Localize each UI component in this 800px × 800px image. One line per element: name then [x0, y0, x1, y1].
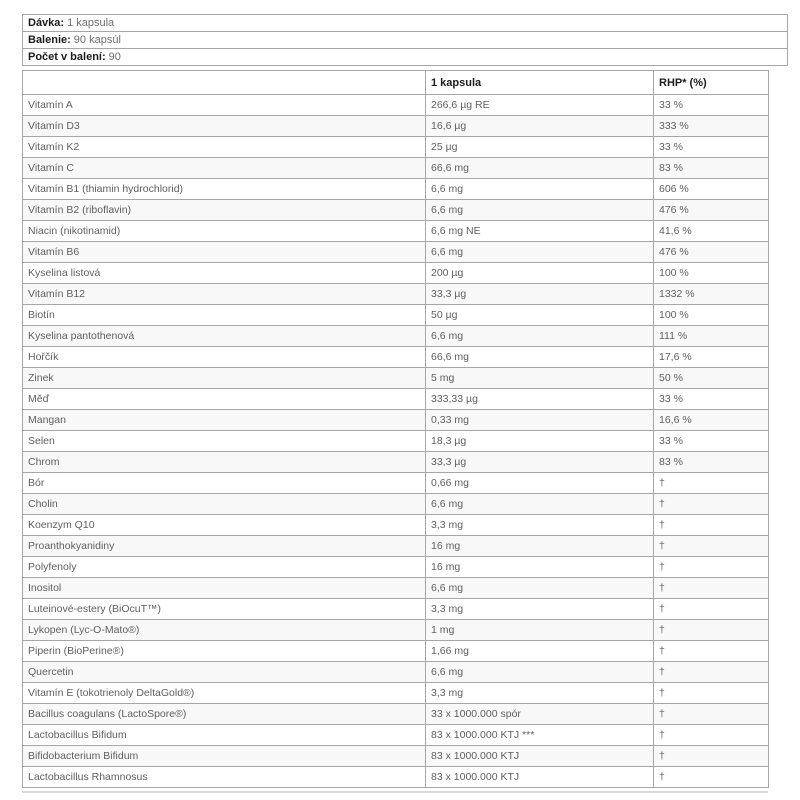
table-row — [23, 452, 769, 473]
dose-info-value: 90 — [108, 51, 121, 63]
table-cell-rhp: † — [654, 746, 769, 767]
table-cell-rhp: 33 % — [654, 389, 769, 410]
table-cell-name: Mangan — [23, 410, 426, 431]
table-cell-name: Vitamín B6 — [23, 242, 426, 263]
dose-info-cell — [23, 49, 788, 66]
table-row — [23, 284, 769, 305]
table-cell-name: Měď — [23, 389, 426, 410]
table-cell-rhp: 83 % — [654, 158, 769, 179]
table-cell-rhp: 111 % — [654, 326, 769, 347]
supplement-facts-sheet — [22, 14, 790, 793]
table-row — [23, 746, 769, 767]
table-row — [23, 704, 769, 725]
table-row — [23, 347, 769, 368]
table-row — [23, 410, 769, 431]
table-cell-amount: 83 x 1000.000 KTJ — [426, 746, 654, 767]
table-cell-rhp: 33 % — [654, 95, 769, 116]
table-cell-rhp: 333 % — [654, 116, 769, 137]
table-cell-amount: 6,6 mg — [426, 179, 654, 200]
table-cell-rhp: † — [654, 473, 769, 494]
table-cell-name: Vitamín B12 — [23, 284, 426, 305]
table-row — [23, 683, 769, 704]
table-cell-amount: 6,6 mg — [426, 326, 654, 347]
table-row — [23, 578, 769, 599]
table-cell-rhp: † — [654, 641, 769, 662]
table-cell-amount: 83 x 1000.000 KTJ — [426, 767, 654, 788]
table-cell-amount: 66,6 mg — [426, 158, 654, 179]
table-cell-rhp: 33 % — [654, 137, 769, 158]
table-cell-rhp: 476 % — [654, 242, 769, 263]
table-cell-rhp: 1332 % — [654, 284, 769, 305]
table-cell-amount: 6,6 mg — [426, 200, 654, 221]
table-cell-rhp: † — [654, 599, 769, 620]
table-cell-name: Inositol — [23, 578, 426, 599]
table-cell-name: Hořčík — [23, 347, 426, 368]
table-cell-name: Cholin — [23, 494, 426, 515]
table-cell-rhp: † — [654, 620, 769, 641]
table-row — [23, 557, 769, 578]
table-cell-amount: 33 x 1000.000 spór — [426, 704, 654, 725]
table-cell-name: Vitamín E (tokotrienoly DeltaGold®) — [23, 683, 426, 704]
table-cell-name: Lactobacillus Bifidum — [23, 725, 426, 746]
table-cell-amount: 6,6 mg — [426, 662, 654, 683]
table-row — [23, 326, 769, 347]
table-cell-amount: 18,3 µg — [426, 431, 654, 452]
table-cell-name: Kyselina listová — [23, 263, 426, 284]
dose-info-table — [22, 14, 788, 66]
table-cell-amount: 33,3 µg — [426, 452, 654, 473]
dose-info-row — [23, 49, 788, 66]
dose-info-value: 1 kapsula — [67, 17, 115, 29]
nutrition-table-body — [23, 95, 769, 788]
dose-info-row — [23, 32, 788, 49]
dose-info-label: Balenie: — [28, 34, 71, 46]
table-row — [23, 95, 769, 116]
table-cell-rhp: 100 % — [654, 305, 769, 326]
table-cell-name: Vitamín K2 — [23, 137, 426, 158]
table-cell-name: Polyfenoly — [23, 557, 426, 578]
table-cell-name: Vitamín B2 (riboflavin) — [23, 200, 426, 221]
table-row — [23, 200, 769, 221]
table-cell-rhp: 17,6 % — [654, 347, 769, 368]
table-cell-rhp: 83 % — [654, 452, 769, 473]
table-row — [23, 767, 769, 788]
table-cell-name: Vitamín A — [23, 95, 426, 116]
table-row — [23, 431, 769, 452]
table-cell-rhp: 16,6 % — [654, 410, 769, 431]
table-cell-name: Luteinové-estery (BiOcuT™) — [23, 599, 426, 620]
table-cell-amount: 16 mg — [426, 557, 654, 578]
table-cell-rhp: † — [654, 683, 769, 704]
table-cell-amount: 25 µg — [426, 137, 654, 158]
table-cell-amount: 6,6 mg — [426, 242, 654, 263]
table-cell-amount: 3,3 mg — [426, 599, 654, 620]
table-cell-amount: 0,66 mg — [426, 473, 654, 494]
table-row — [23, 536, 769, 557]
table-cell-rhp: 50 % — [654, 368, 769, 389]
table-cell-name: Piperin (BioPerine®) — [23, 641, 426, 662]
dose-info-cell — [23, 15, 788, 32]
dose-info-body — [23, 15, 788, 66]
nutrition-table — [22, 70, 769, 788]
table-row — [23, 473, 769, 494]
table-cell-name: Selen — [23, 431, 426, 452]
table-cell-name: Vitamín D3 — [23, 116, 426, 137]
nutrition-header-ingredient — [23, 71, 426, 95]
table-cell-amount: 66,6 mg — [426, 347, 654, 368]
table-cell-amount: 333,33 µg — [426, 389, 654, 410]
table-cell-name: Bacillus coagulans (LactoSpore®) — [23, 704, 426, 725]
table-cell-name: Bifidobacterium Bifidum — [23, 746, 426, 767]
table-row — [23, 494, 769, 515]
table-cell-rhp: † — [654, 536, 769, 557]
table-cell-amount: 6,6 mg — [426, 578, 654, 599]
table-row — [23, 221, 769, 242]
table-row — [23, 641, 769, 662]
table-cell-rhp: † — [654, 578, 769, 599]
dose-info-label: Dávka: — [28, 17, 65, 29]
table-cell-name: Vitamín B1 (thiamin hydrochlorid) — [23, 179, 426, 200]
table-cell-rhp: 606 % — [654, 179, 769, 200]
table-cell-amount: 5 mg — [426, 368, 654, 389]
table-cell-amount: 16 mg — [426, 536, 654, 557]
table-cell-amount: 6,6 mg NE — [426, 221, 654, 242]
table-cell-name: Bór — [23, 473, 426, 494]
table-cell-name: Proanthokyanidiny — [23, 536, 426, 557]
table-cell-name: Lykopen (Lyc-O-Mato®) — [23, 620, 426, 641]
table-row — [23, 116, 769, 137]
table-cell-amount: 1 mg — [426, 620, 654, 641]
table-row — [23, 725, 769, 746]
table-cell-amount: 266,6 µg RE — [426, 95, 654, 116]
table-row — [23, 368, 769, 389]
table-cell-name: Koenzym Q10 — [23, 515, 426, 536]
table-cell-amount: 16,6 µg — [426, 116, 654, 137]
table-cell-rhp: 41,6 % — [654, 221, 769, 242]
table-cell-name: Biotín — [23, 305, 426, 326]
nutrition-header-row — [23, 71, 769, 95]
table-row — [23, 389, 769, 410]
table-cell-rhp: † — [654, 515, 769, 536]
table-cell-amount: 1,66 mg — [426, 641, 654, 662]
cropped-content-hint — [22, 791, 768, 793]
table-cell-name: Niacin (nikotinamid) — [23, 221, 426, 242]
table-cell-name: Kyselina pantothenová — [23, 326, 426, 347]
table-cell-amount: 3,3 mg — [426, 515, 654, 536]
table-row — [23, 515, 769, 536]
table-cell-rhp: † — [654, 767, 769, 788]
table-cell-amount: 3,3 mg — [426, 683, 654, 704]
table-cell-name: Chrom — [23, 452, 426, 473]
table-cell-rhp: 33 % — [654, 431, 769, 452]
table-cell-amount: 6,6 mg — [426, 494, 654, 515]
table-row — [23, 263, 769, 284]
table-row — [23, 158, 769, 179]
table-cell-rhp: † — [654, 494, 769, 515]
table-cell-rhp: † — [654, 662, 769, 683]
table-row — [23, 305, 769, 326]
dose-info-value: 90 kapsúl — [73, 34, 121, 46]
table-cell-rhp: † — [654, 725, 769, 746]
table-cell-name: Zinek — [23, 368, 426, 389]
nutrition-header-per-capsule: 1 kapsula — [426, 71, 654, 95]
nutrition-header-rhp: RHP* (%) — [654, 71, 769, 95]
table-cell-amount: 50 µg — [426, 305, 654, 326]
table-cell-amount: 0,33 mg — [426, 410, 654, 431]
table-row — [23, 179, 769, 200]
table-cell-amount: 200 µg — [426, 263, 654, 284]
table-cell-rhp: 476 % — [654, 200, 769, 221]
table-row — [23, 620, 769, 641]
table-row — [23, 137, 769, 158]
table-cell-name: Quercetin — [23, 662, 426, 683]
table-row — [23, 242, 769, 263]
table-row — [23, 599, 769, 620]
dose-info-label: Počet v balení: — [28, 51, 106, 63]
table-cell-amount: 33,3 µg — [426, 284, 654, 305]
table-row — [23, 662, 769, 683]
table-cell-rhp: † — [654, 704, 769, 725]
table-cell-rhp: † — [654, 557, 769, 578]
dose-info-cell — [23, 32, 788, 49]
table-cell-name: Vitamín C — [23, 158, 426, 179]
dose-info-row — [23, 15, 788, 32]
table-cell-amount: 83 x 1000.000 KTJ *** — [426, 725, 654, 746]
table-cell-name: Lactobacillus Rhamnosus — [23, 767, 426, 788]
table-cell-rhp: 100 % — [654, 263, 769, 284]
